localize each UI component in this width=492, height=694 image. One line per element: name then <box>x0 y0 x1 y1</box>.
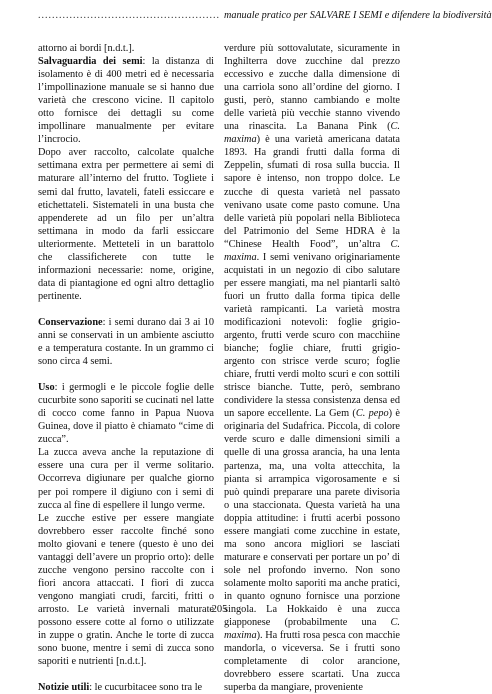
section-lead: Conservazione <box>38 316 103 328</box>
paragraph: La zucca aveva anche la reputazione di essere una cura per il verme solitario. Occorreva digiunare per qualche giorno per poi rompere il digiuno con i semi di zucca al fine di espellere il lungo verme. <box>38 447 214 511</box>
page-number: 205 <box>211 604 228 615</box>
species-name: C. pepo <box>355 408 389 420</box>
section-lead: Salvaguardia dei semi <box>38 56 143 68</box>
paragraph-use: Uso: i germogli e le piccole foglie delle cucurbite sono saporiti se cucinati nel latte di cocco come fanno in Papua Nuova Guinea, dove il piatto è chiamato “cime di zucca”. <box>38 382 214 446</box>
header-title: manuale pratico per SALVARE I SEMI e difendere la biodiversità <box>224 10 492 21</box>
left-column <box>38 42 214 694</box>
paragraph-useful-notes: Notizie utili: le cucurbitacee sono tra le <box>38 682 203 694</box>
header-dots: .................................................... <box>38 10 220 21</box>
paragraph-storage: Conservazione: i semi durano dai 3 ai 10 anni se conservati in un ambiente asciutto e a temperatura costante. In un grammo ci sono circa 4 semi. <box>38 316 214 368</box>
right-column <box>224 42 400 694</box>
species-name: C. maxima <box>224 617 400 642</box>
paragraph: Le zucche estive per essere mangiate dovrebbero esser raccolte finché sono molto giovani e tenere (questo è uno dei vantaggi dell’avere un proprio orto): delle zucche vengono persino raccolte con i fiori ancora attaccati. I fiori di zucca vengono mangiati crudi, farciti, fritti o arrosto. Le varietà invernali maturate possono essere cotte al forno o utilizzate in zuppe o gratin. Anche le torte di zucca sono buone, mentre i semi di zucca sono saporiti e nutrienti [n.d.t.]. <box>38 512 214 668</box>
species-name: C. maxima <box>224 238 400 263</box>
paragraph-seed-saving: Salvaguardia dei semi: la distanza di isolamento è di 400 metri ed è necessaria l’impollinazione manuale se si hanno due varietà che crescono vicine. Il capitolo otto fornisce dei dettagli su come impollinare manualmente per evitare l’incrocio. <box>38 56 215 146</box>
paragraph: Dopo aver raccolto, calcolate qualche settimana extra per permettere ai semi di maturare all’interno del frutto. Togliete i semi dal frutto, lavateli, fateli essiccare e etichettateli. Sistemateli in una busta che appenderete ad un filo per un’altra settimana in modo da farli essiccare ulteriormente. Metteteli in un barattolo che classificherete con tutte le informazioni necessarie: nome, origine, data di piantagione ed ogni altro dettaglio pertinente. <box>38 147 214 302</box>
paragraph: attorno ai bordi [n.d.t.]. <box>38 43 135 54</box>
section-lead: Notizie utili <box>38 682 90 694</box>
paragraph-varieties: verdure più sottovalutate, sicuramente in Inghilterra dove zucchine dal prezzo eccessivo e zucche dalla dimensione di una carriola sono all’ordine del giorno. I gusti, però, stanno cambiando e molte delle varietà più vecchie stanno vivendo una rinascita. La Banana Pink (C. maxima) è una varietà americana datata 1893. Ha grandi frutti dalla forma di Zeppelin, sfumati di rosa sulla buccia. Il sapore è intenso, non troppo dolce. Le zucche di questa varietà nel passato venivano usate come pasto comune. Una delle varietà più popolari nella Biblioteca del Patrimonio del Seme HDRA è la “Chinese Health Food”, un’altra C. maxima. I semi venivano originariamente acquistati in un negozio di cibo salutare per essere mangiati, ma nel piantarli saltò fuori un frutto dalla forma tipica delle varietà rampicanti. La varietà mostra modificazioni notevoli: foglie grigio-argento, frutti verde scuro con macchiine bianche; foglie chiare, frutti grigio-argento con strisce verde scuro; foglie chiare, frutti verdi molto scuri e con sottili strisce bianche. Tutte, però, sembrano condividere la stessa consistenza densa ed un sapore eccellente. La Gem (C. pepo) è originaria del Sudafrica. Piccola, di colore verde scuro e dalle dimensioni simili a quelle di una grossa arancia, ha una lenta partenza, ma, una volta attecchita, la pianta si arrampica vigorosamente e si può quindi preparare una parete divisoria o una staccionata. Questa varietà ha una doppia attitudine: i frutti acerbi possono essere mangiati come zucchine in estate, ma sono ancora migliori se lasciati maturare e conservati per portare un po’ di sole nel profondo inverno. Non sono solamente molto saporiti ma anche pratici, in quanto ognuno fornisce una porzione singola. La Hokkaido è una zucca giapponese (probabilmente una C. maxima). Ha frutti rosa pesca con macchie mandorla, o viceversa. Se i frutti sono completamente di color arancione, dovrebbero essere scartati. Una zucca superba da mangiare, proveniente <box>224 43 400 694</box>
running-header <box>38 10 492 26</box>
species-name: C. maxima <box>224 121 400 146</box>
section-lead: Uso <box>38 382 55 394</box>
